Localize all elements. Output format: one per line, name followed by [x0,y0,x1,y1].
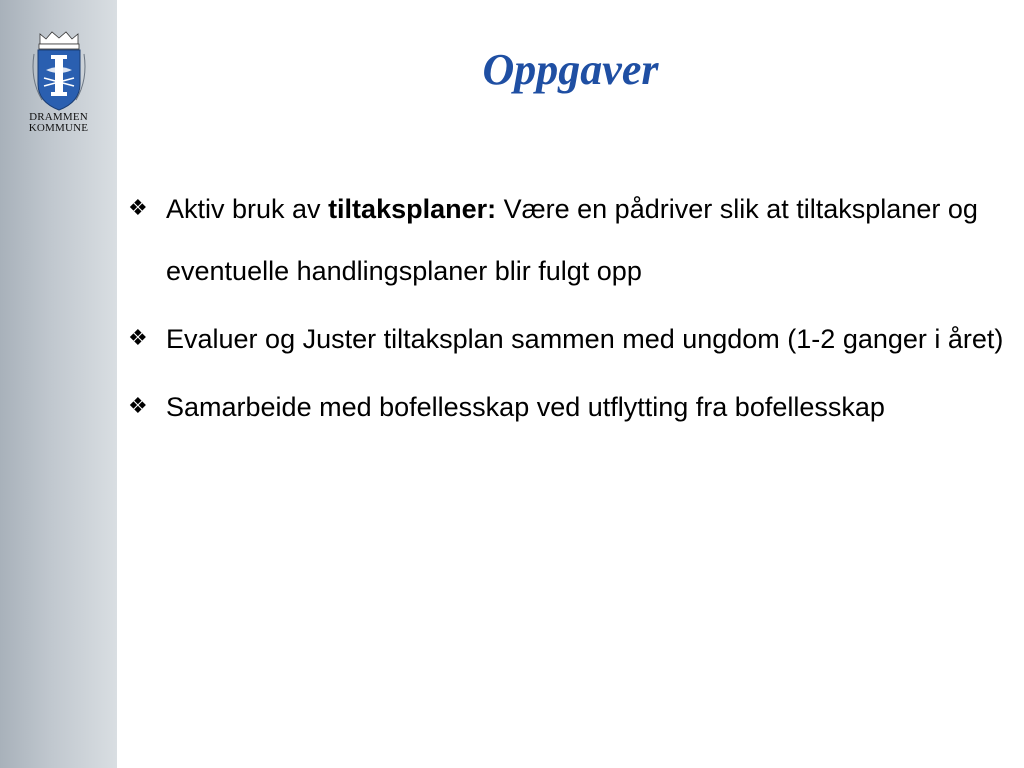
logo-text-line2: KOMMUNE [28,122,89,134]
slide-title: Oppgaver [482,45,659,94]
sidebar [0,0,117,768]
bullet-item-2 [128,308,1018,370]
bullet-item-3 [128,376,1018,438]
bullet-1-rest: Være en pådriver slik at tiltaksplaner og eventuelle handlingsplaner blir fulgt opp [166,194,978,286]
diamond-bullet-icon: ❖ [128,326,148,351]
bullet-2-text: Evaluer og Juster tiltaksplan sammen med ungdom (1-2 ganger i året) [166,324,1004,354]
municipality-logo [0,30,117,134]
bullet-3-text: Samarbeide med bofellesskap ved utflytting fra bofellesskap [166,392,885,422]
bullet-1-bold: tiltaksplaner: [328,194,497,224]
bullet-1-prefix: Aktiv bruk av [166,194,329,224]
bullet-item-1 [128,178,1018,302]
diamond-bullet-icon: ❖ [128,394,148,419]
bullet-list [128,178,1018,444]
diamond-bullet-icon: ❖ [128,196,148,221]
drammen-coat-of-arms-icon [28,30,90,112]
logo-text-line1: DRAMMEN [29,111,88,123]
